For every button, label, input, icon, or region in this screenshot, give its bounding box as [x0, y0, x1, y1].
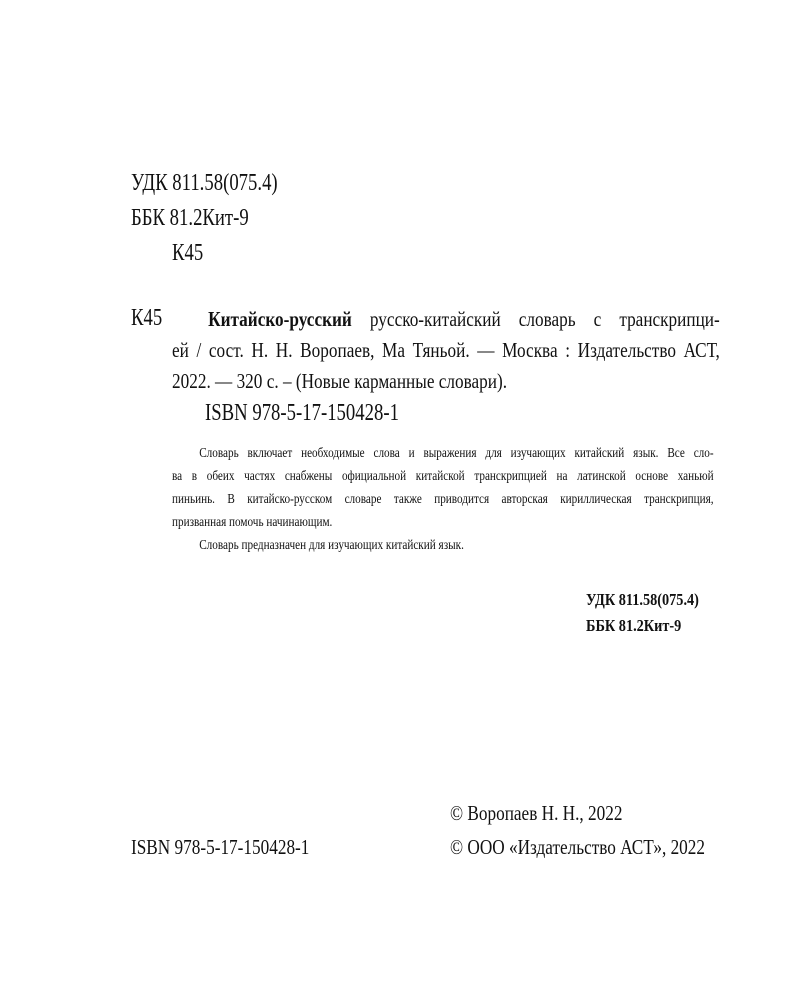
record-line-3: 2022. — 320 с. – (Новые карманные словари).: [172, 369, 508, 393]
record-line-1: [172, 304, 720, 335]
record-isbn: ISBN 978-5-17-150428-1: [205, 400, 399, 426]
record-author-mark: К45: [131, 305, 163, 331]
annotation-line-4: призванная помочь начинающим.: [172, 515, 333, 530]
record-title: Китайско-русский: [208, 307, 352, 331]
annotation-line-3: пиньинь. В китайско-русском словаре также приводится авторская кириллическая транскрипция,: [172, 492, 714, 507]
copyright-author: © Воропаев Н. Н., 2022: [450, 801, 623, 825]
classification-udk: УДК 811.58(075.4): [586, 590, 699, 609]
header-author-mark: К45: [172, 240, 204, 266]
classification-bbk: ББК 81.2Кит-9: [586, 616, 682, 635]
header-bbk: ББК 81.2Кит-9: [131, 205, 249, 231]
annotation-line-5: Словарь предназначен для изучающих китайский язык.: [199, 538, 464, 553]
header-udk: УДК 811.58(075.4): [131, 170, 278, 196]
record-line-1-rest: русско-китайский словарь с транскрипци-: [369, 307, 720, 331]
footer-isbn: ISBN 978-5-17-150428-1: [131, 835, 310, 859]
annotation: [172, 442, 714, 557]
annotation-line-2: ва в обеих частях снабжены официальной китайской транскрипцией на латинской основе ханьюй: [172, 469, 714, 484]
record-line-2: ей / сост. Н. Н. Воропаев, Ма Тяньой. — Москва : Издательство АСТ,: [172, 338, 720, 362]
annotation-line-1: Словарь включает необходимые слова и выражения для изучающих китайский язык. Все сло-: [199, 446, 714, 461]
copyright-publisher: © ООО «Издательство АСТ», 2022: [450, 835, 706, 859]
bibliographic-record: [172, 304, 720, 397]
